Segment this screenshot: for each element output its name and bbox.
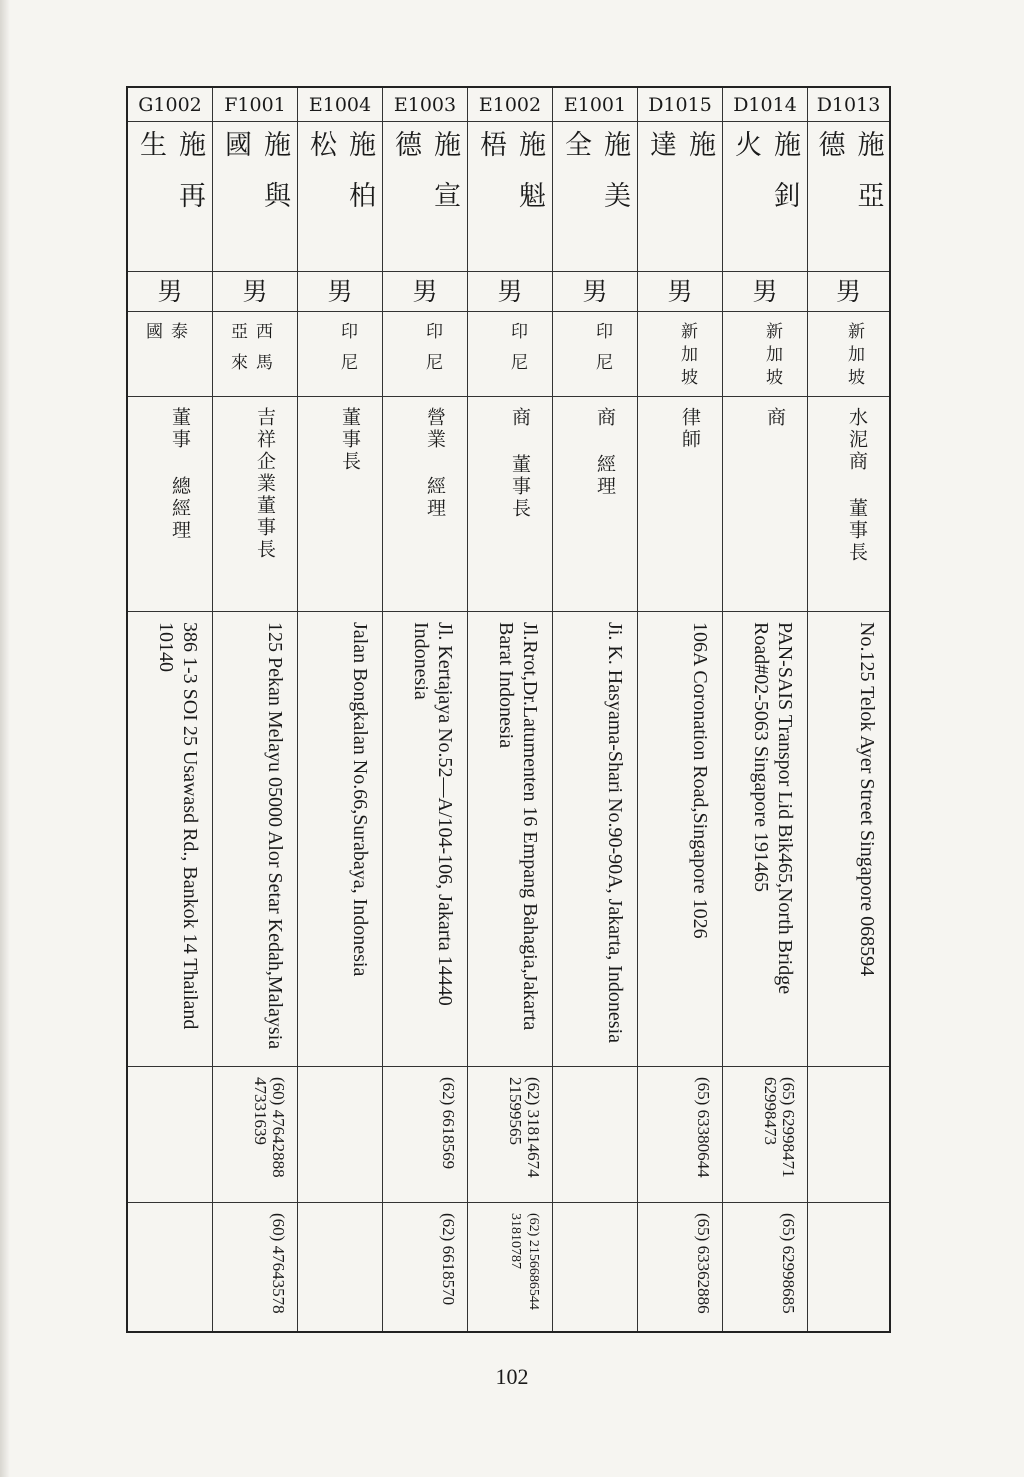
member-nationality: 印尼	[507, 322, 527, 384]
fax-cell	[723, 1203, 807, 1333]
fax-cell	[298, 1203, 382, 1333]
member-address: Ji. K. Hasyama-Shari No.90-90A, Jakarta, Indonesia	[604, 622, 626, 1044]
member-code: E1001	[553, 88, 637, 122]
member-gender: 男	[638, 272, 722, 312]
member-name: 施釗火	[730, 130, 800, 232]
member-name: 施再生	[135, 130, 205, 232]
title-cell	[638, 397, 722, 612]
table-column	[128, 88, 213, 1331]
member-address: No.125 Telok Ayer Street Singapore 068594	[856, 622, 878, 977]
member-fax: (62) 2156686544 31810787	[508, 1213, 541, 1310]
member-address: Jl.Rrot,Dr.Latumenten 16 Empang Bahagia,Jakarta Barat Indonesia	[495, 622, 541, 1031]
title-cell	[808, 397, 889, 612]
member-code: E1004	[298, 88, 382, 122]
member-address: 125 Pekan Melayu 05000 Alor Setar Kedah,Malaysia	[264, 622, 286, 1050]
member-gender: 男	[213, 272, 297, 312]
member-address: PAN-SAIS Transpor Lid Bik465,North Bridge Road#02-5063 Singapore 191465	[750, 622, 796, 995]
nationality-cell	[128, 312, 212, 397]
name-cell	[638, 122, 722, 272]
member-fax: (60) 47643578	[269, 1213, 288, 1314]
member-nationality: 西馬 亞來	[227, 322, 272, 384]
phone-cell	[723, 1067, 807, 1203]
name-cell	[723, 122, 807, 272]
nationality-cell	[383, 312, 467, 397]
member-nationality: 新加坡	[844, 322, 864, 391]
member-gender: 男	[553, 272, 637, 312]
fax-cell	[383, 1203, 467, 1333]
member-code: F1001	[213, 88, 297, 122]
member-title: 董事長	[339, 407, 361, 473]
member-title: 商 董事長	[509, 407, 531, 520]
table-column	[298, 88, 383, 1331]
nationality-cell	[808, 312, 889, 397]
member-name: 施魁梧	[475, 130, 545, 232]
member-nationality: 印尼	[337, 322, 357, 384]
member-title: 吉祥企業董事長	[254, 407, 276, 561]
member-code: D1015	[638, 88, 722, 122]
member-gender: 男	[468, 272, 552, 312]
address-cell	[723, 612, 807, 1067]
member-gender: 男	[808, 272, 889, 312]
address-cell	[468, 612, 552, 1067]
member-nationality: 新加坡	[762, 322, 782, 391]
address-cell	[383, 612, 467, 1067]
member-title: 律師	[679, 407, 701, 451]
address-cell	[298, 612, 382, 1067]
name-cell	[808, 122, 889, 272]
page-number: 102	[495, 1364, 529, 1389]
member-phone: (65) 62998471 62998473	[761, 1077, 798, 1178]
name-cell	[383, 122, 467, 272]
fax-cell	[213, 1203, 297, 1333]
member-code: G1002	[128, 88, 212, 122]
name-cell	[553, 122, 637, 272]
nationality-cell	[468, 312, 552, 397]
fax-cell	[128, 1203, 212, 1333]
table-column	[723, 88, 808, 1331]
member-code: E1002	[468, 88, 552, 122]
member-name: 施亞德	[813, 130, 884, 232]
table-column	[213, 88, 298, 1331]
phone-cell	[128, 1067, 212, 1203]
member-phone: (62) 31814674 21599565	[506, 1077, 543, 1178]
phone-cell	[298, 1067, 382, 1203]
address-cell	[638, 612, 722, 1067]
title-cell	[383, 397, 467, 612]
member-title: 水泥商 董事長	[846, 407, 868, 564]
title-cell	[213, 397, 297, 612]
phone-cell	[638, 1067, 722, 1203]
address-cell	[808, 612, 889, 1067]
phone-cell	[213, 1067, 297, 1203]
table-column	[808, 88, 889, 1331]
member-name: 施與國	[220, 130, 290, 232]
member-nationality: 印尼	[422, 322, 442, 384]
table-column	[553, 88, 638, 1331]
member-title: 營業 經理	[424, 407, 446, 520]
table-column	[638, 88, 723, 1331]
member-fax: (65) 63362886	[694, 1213, 713, 1314]
nationality-cell	[723, 312, 807, 397]
address-cell	[128, 612, 212, 1067]
member-nationality: 印尼	[592, 322, 612, 384]
fax-cell	[638, 1203, 722, 1333]
member-name: 施美全	[560, 130, 630, 232]
nationality-cell	[553, 312, 637, 397]
title-cell	[723, 397, 807, 612]
title-cell	[468, 397, 552, 612]
member-address: 106A Coronation Road,Singapore 1026	[689, 622, 711, 939]
member-code: D1013	[808, 88, 889, 122]
book-spine-shadow	[0, 0, 10, 1477]
fax-cell	[808, 1203, 889, 1333]
member-title: 董事 總經理	[169, 407, 191, 542]
table-column	[383, 88, 468, 1331]
address-cell	[553, 612, 637, 1067]
member-fax: (65) 62998685	[779, 1213, 798, 1314]
member-address: Jl. Kertajaya No.52—A/104-106, Jakarta 14440 Indonesia	[410, 622, 456, 1006]
name-cell	[213, 122, 297, 272]
member-name: 施宣德	[390, 130, 460, 232]
member-gender: 男	[128, 272, 212, 312]
nationality-cell	[638, 312, 722, 397]
member-gender: 男	[383, 272, 467, 312]
nationality-cell	[213, 312, 297, 397]
name-cell	[468, 122, 552, 272]
phone-cell	[553, 1067, 637, 1203]
title-cell	[553, 397, 637, 612]
member-nationality: 泰 國	[142, 322, 187, 353]
fax-cell	[553, 1203, 637, 1333]
phone-cell	[468, 1067, 552, 1203]
member-phone: (62) 6618569	[439, 1077, 458, 1170]
name-cell	[298, 122, 382, 272]
title-cell	[298, 397, 382, 612]
member-phone: (60) 47642888 47331639	[251, 1077, 288, 1178]
member-directory-table	[126, 86, 891, 1333]
phone-cell	[383, 1067, 467, 1203]
member-name: 施 達	[645, 130, 715, 181]
member-gender: 男	[298, 272, 382, 312]
member-title: 商 經理	[594, 407, 616, 498]
table-column	[468, 88, 553, 1331]
member-address: Jalan Bongkalan No.66,Surabaya, Indonesia	[349, 622, 371, 977]
member-title: 商	[764, 407, 786, 429]
member-phone: (65) 63380644	[694, 1077, 713, 1178]
member-code: D1014	[723, 88, 807, 122]
phone-cell	[808, 1067, 889, 1203]
nationality-cell	[298, 312, 382, 397]
member-gender: 男	[723, 272, 807, 312]
name-cell	[128, 122, 212, 272]
member-code: E1003	[383, 88, 467, 122]
address-cell	[213, 612, 297, 1067]
member-nationality: 新加坡	[677, 322, 697, 391]
member-name: 施柏松	[305, 130, 375, 232]
member-address: 386 1-3 SOI 25 Usawasd Rd., Bankok 14 Thailand 10140	[155, 622, 201, 1030]
fax-cell	[468, 1203, 552, 1333]
member-fax: (62) 6618570	[439, 1213, 458, 1306]
title-cell	[128, 397, 212, 612]
